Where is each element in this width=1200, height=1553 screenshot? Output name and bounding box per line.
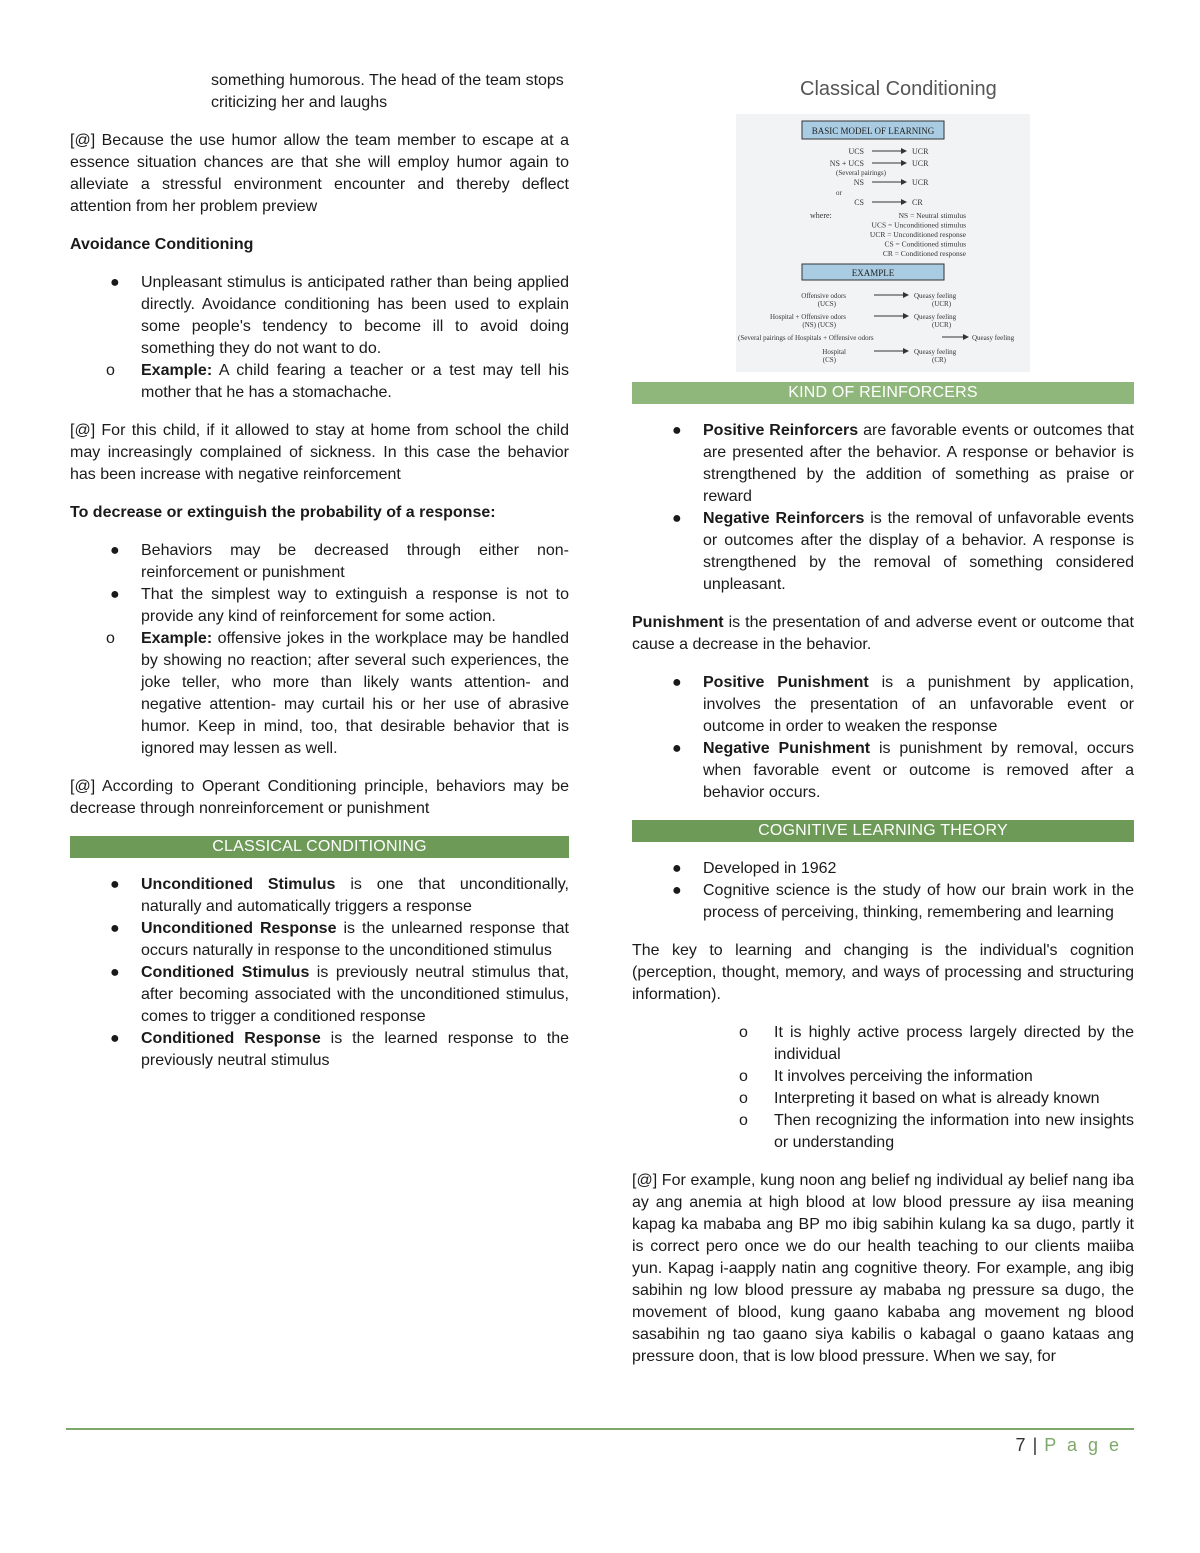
example-paragraph: [@] For example, kung noon ang belief ng individual ay belief nang iba ay ang anemia at high blood at low blood pressure ay iisa meaning kapag ka mababa ang BP mo ibig sabihin kulang ka sa dugo, partly it is correct pero once we do our health teaching to our clients maiiba yun. Kapag i-aapply natin ang cognitive theory. For example, ang ibig sabihin ng low blood pressure ay mababa ng pressure sa dugo, the movement of blood, kung gaano kababa ang movement ng blood sasabihin ng tao gaano siya kabilis o kabagal o gaano kataas ang pressure doon, that is low blood pressure. When we say, for (632, 1172, 1134, 1365)
model-result: UCR (912, 147, 929, 156)
bullet-icon: ● (110, 876, 120, 893)
sub-item-text: It is highly active process largely directed by the individual (774, 1024, 1134, 1063)
list-item (632, 738, 1134, 804)
circle-bullet-icon: o (739, 1068, 748, 1085)
example-term: (Several pairings of Hospitals + Offensive odors (738, 334, 874, 342)
term: Positive Reinforcers (703, 422, 859, 439)
model-term: NS (853, 178, 864, 187)
cognitive-learning-band: COGNITIVE LEARNING THEORY (632, 820, 1134, 842)
definition: CS = Conditioned stimulus (884, 239, 966, 249)
sub-item-text: Interpreting it based on what is already known (774, 1090, 1100, 1107)
punishment-text: is the presentation of and adverse event or outcome that cause a decrease in the behavior. (632, 614, 1134, 653)
list-item (632, 672, 1134, 738)
model-term: CS (854, 198, 864, 207)
example-term-code: (NS) (UCS) (802, 321, 836, 329)
paragraph-operant: [@] According to Operant Conditioning principle, behaviors may be decrease through nonreinforcement or punishment (70, 778, 569, 817)
term-definition: is a punishment by application, involves the presentation of an unfavorable event or outcome in order to weaken the response (703, 674, 1134, 735)
example-term-code: (UCS) (817, 300, 836, 308)
classical-conditioning-diagram (736, 114, 1030, 372)
bullet-icon: ● (110, 920, 120, 937)
reinforcers-band: KIND OF REINFORCERS (632, 382, 1134, 404)
list-item (703, 1022, 1134, 1066)
list-item (632, 880, 1134, 924)
decrease-bullet-text: Behaviors may be decreased through either non-reinforcement or punishment (141, 542, 569, 581)
list-item (70, 360, 569, 404)
list-item (703, 1110, 1134, 1154)
page-word: P a g e (1044, 1435, 1122, 1455)
list-item (632, 858, 1134, 880)
term-definition: is punishment by removal, occurs when favorable event or outcome is removed after a behavior occurs. (703, 740, 1135, 801)
example-result: Queasy feeling (914, 348, 957, 356)
term: Negative Punishment (703, 740, 871, 757)
term-definition: is the learned response to the previously neutral stimulus (141, 1030, 569, 1069)
decrease-heading: To decrease or extinguish the probability of a response: (70, 504, 496, 521)
term-definition: is previously neutral stimulus that, after becoming associated with the unconditioned stimulus, comes to trigger a conditioned response (141, 964, 569, 1025)
term: Positive Punishment (703, 674, 869, 691)
decrease-list (70, 540, 569, 760)
model-term: UCS (848, 147, 864, 156)
bullet-icon: ● (672, 740, 682, 757)
bullet-icon: ● (110, 274, 120, 291)
key-paragraph: The key to learning and changing is the individual's cognition (perception, thought, memory, and ways of processing and structuring information). (632, 942, 1134, 1003)
list-item (70, 628, 569, 760)
paragraph-humor: [@] Because the use humor allow the team member to escape at a essence situation chances are that she will employ humor again to alleviate a stressful environment encounter and thereby deflect attention from her problem preview (70, 132, 569, 215)
list-item (70, 918, 569, 962)
right-column (632, 70, 1134, 1384)
list-item (632, 420, 1134, 508)
list-item (70, 584, 569, 760)
sub-item-text: It involves perceiving the information (774, 1068, 1033, 1085)
list-item (632, 508, 1134, 596)
left-column (70, 70, 569, 1088)
example-result: Queasy feeling (972, 334, 1015, 342)
example-label: Example: (141, 362, 213, 379)
term: Unconditioned Stimulus (141, 876, 336, 893)
list-item (70, 1028, 569, 1072)
figure-title: Classical Conditioning (800, 78, 997, 100)
circle-bullet-icon: o (739, 1112, 748, 1129)
model-term: (Several pairings) (836, 169, 886, 177)
cognitive-list (632, 858, 1134, 924)
example-term-code: (CS) (822, 356, 836, 364)
term-definition: is the unlearned response that occurs naturally in response to the unconditioned stimulus (141, 920, 569, 959)
bullet-icon: ● (110, 542, 120, 559)
definition: UCR = Unconditioned response (869, 230, 966, 239)
model-result: UCR (912, 178, 929, 187)
example-result: Queasy feeling (914, 313, 957, 321)
sub-item-text: Then recognizing the information into new insights or understanding (774, 1112, 1134, 1151)
bullet-icon: ● (110, 586, 120, 603)
decrease-bullet-text: That the simplest way to extinguish a response is not to provide any kind of reinforcement for some action. (141, 586, 569, 625)
circle-bullet-icon: o (106, 362, 115, 379)
term: Negative Reinforcers (703, 510, 865, 527)
list-item (703, 1066, 1134, 1088)
bullet-icon: ● (672, 882, 682, 899)
term: Conditioned Stimulus (141, 964, 310, 981)
example-label: Example: (141, 630, 213, 647)
bullet-icon: ● (672, 510, 682, 527)
model-result: UCR (912, 159, 929, 168)
bullet-icon: ● (672, 422, 682, 439)
footer-divider (66, 1428, 1134, 1430)
example-result-code: (UCR) (932, 321, 952, 329)
list-item (70, 540, 569, 584)
model-result: CR (912, 198, 923, 207)
term-definition: are favorable events or outcomes that are presented after the behavior. A response or behavior is strengthened by the addition of something as praise or reward (703, 422, 1134, 505)
list-item (70, 272, 569, 404)
where-label: where: (810, 211, 832, 220)
example-term: Hospital (822, 348, 846, 356)
definition: NS = Neutral stimulus (898, 211, 966, 220)
punishment-term: Punishment (632, 614, 724, 631)
punishment-paragraph (632, 612, 1134, 656)
cognitive-bullet-text: Cognitive science is the study of how our brain work in the process of perceiving, thinking, remembering and learning (703, 882, 1134, 921)
page-number-value: 7 (1015, 1435, 1027, 1455)
avoidance-list (70, 272, 569, 404)
continued-example-text: something humorous. The head of the team stops criticizing her and laughs (211, 72, 564, 111)
basic-model-label: BASIC MODEL OF LEARNING (811, 126, 935, 136)
example-result-code: (CR) (932, 356, 946, 364)
reinforcers-list (632, 420, 1134, 596)
page-separator: | (1032, 1435, 1039, 1455)
model-term: NS + UCS (829, 159, 864, 168)
bullet-icon: ● (110, 1030, 120, 1047)
circle-bullet-icon: o (106, 630, 115, 647)
example-term: Hospital + Offensive odors (770, 313, 846, 321)
term: Conditioned Response (141, 1030, 321, 1047)
avoidance-sublist (70, 360, 569, 404)
circle-bullet-icon: o (739, 1024, 748, 1041)
example-text: offensive jokes in the workplace may be handled by showing no reaction; after several such experiences, the joke teller, who more than likely wants attention- and negative attention- may curtail his or her use of abrasive humor. Keep in mind, too, that desirable behavior that is ignored may lessen as well. (141, 630, 569, 757)
list-item (703, 1088, 1134, 1110)
punishment-list (632, 672, 1134, 804)
classical-list (70, 874, 569, 1072)
cognitive-sublist (632, 1022, 1134, 1154)
bullet-icon: ● (110, 964, 120, 981)
classical-conditioning-band: CLASSICAL CONDITIONING (70, 836, 569, 858)
term: Unconditioned Response (141, 920, 337, 937)
bullet-icon: ● (672, 860, 682, 877)
example-result: Queasy feeling (914, 292, 957, 300)
decrease-sublist (70, 628, 569, 760)
model-term: or (836, 189, 842, 197)
paragraph-child: [@] For this child, if it allowed to stay at home from school the child may increasingly complained of sickness. In this case the behavior has been increase with negative reinforcement (70, 422, 569, 483)
list-item (70, 962, 569, 1028)
example-text: A child fearing a teacher or a test may tell his mother that he has a stomachache. (141, 362, 569, 401)
term-definition: is the removal of unfavorable events or outcomes after the display of a behavior. A response is strengthened by the removal of something considered unpleasant. (703, 510, 1135, 593)
definition: UCS = Unconditioned stimulus (871, 220, 966, 230)
avoidance-bullet-text: Unpleasant stimulus is anticipated rather than being applied directly. Avoidance conditioning has been used to explain some people's tendency to become ill to avoid doing something they do not want to do. (141, 274, 569, 357)
bullet-icon: ● (672, 674, 682, 691)
avoidance-heading: Avoidance Conditioning (70, 236, 254, 253)
definition: CR = Conditioned response (882, 249, 966, 258)
term-definition: is one that unconditionally, naturally and automatically triggers a response (141, 876, 570, 915)
example-term: Offensive odors (801, 292, 846, 300)
example-result-code: (UCR) (932, 300, 952, 308)
figure (632, 70, 1134, 380)
list-item (70, 874, 569, 918)
cognitive-bullet-text: Developed in 1962 (703, 860, 837, 877)
example-label: EXAMPLE (851, 268, 895, 278)
page-number (1016, 1434, 1122, 1456)
circle-bullet-icon: o (739, 1090, 748, 1107)
